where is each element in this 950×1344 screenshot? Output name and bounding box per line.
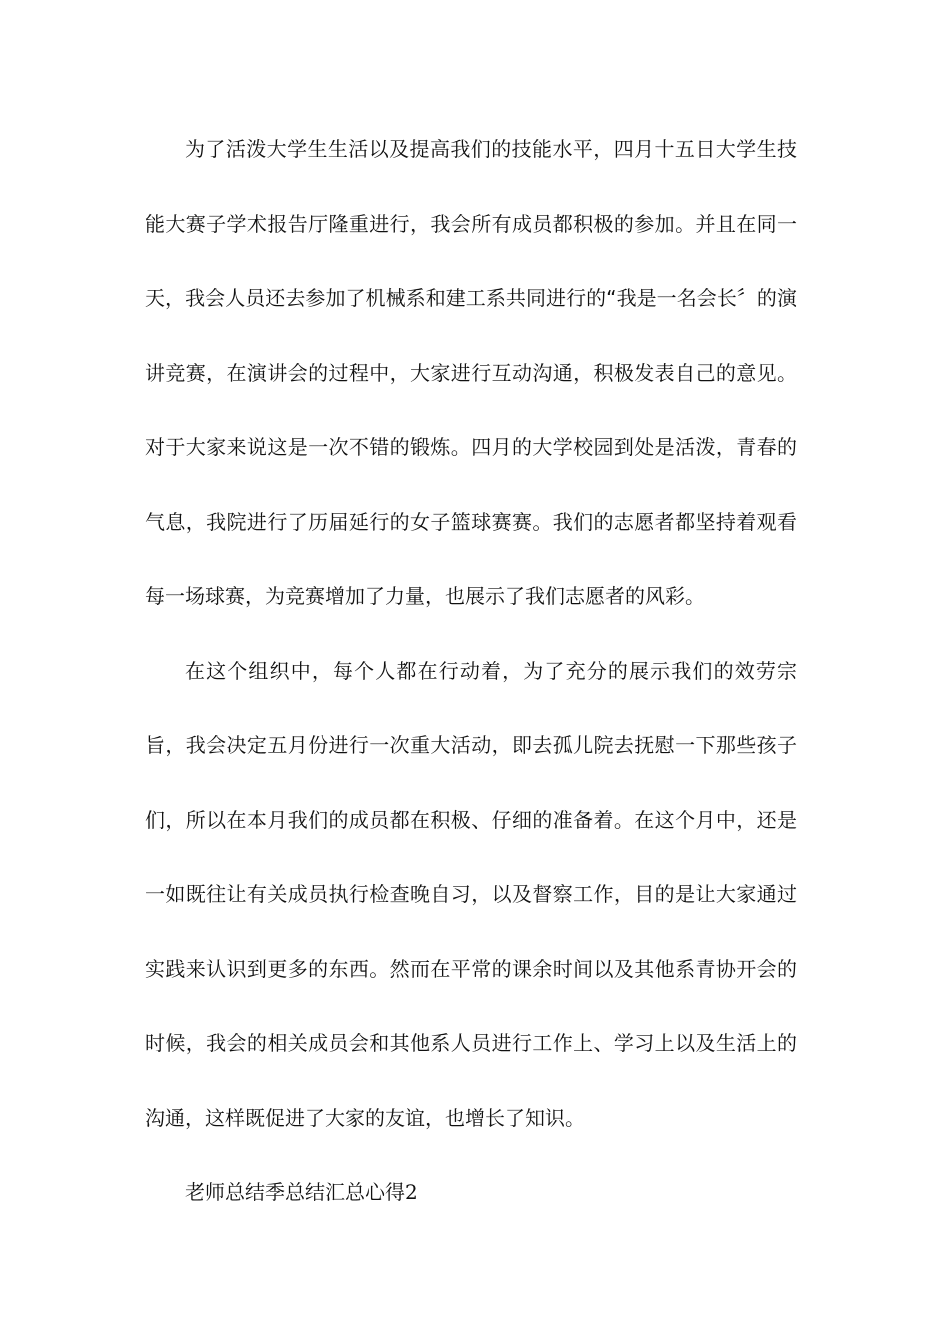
paragraph-2: 在这个组织中，每个人都在行动着，为了充分的展示我们的效劳宗旨，我会决定五月份进行一次重大活动，即去孤儿院去抚慰一下那些孩子们，所以在本月我们的成员都在积极、仔细的准备着。在这个月中，还是一如既往让有关成员执行检查晚自习，以及督察工作，目的是让大家通过实践来认识到更多的东西。然而在平常的课余时间以及其他系青协开会的时候，我会的相关成员会和其他系人员进行工作上、学习上以及生活上的沟通，这样既促进了大家的友谊，也增长了知识。: [145, 658, 797, 1130]
document-body: [145, 112, 797, 1230]
section-heading: 老师总结季总结汇总心得2: [185, 1180, 418, 1204]
paragraph-1: 为了活泼大学生生活以及提高我们的技能水平，四月十五日大学生技能大赛子学术报告厅隆重进行，我会所有成员都积极的参加。并且在同一天，我会人员还去参加了机械系和建工系共同进行的“我是一名会长〞的演讲竞赛，在演讲会的过程中，大家进行互动沟通，积极发表自己的意见。对于大家来说这是一次不错的锻炼。四月的大学校园到处是活泼，青春的气息，我院进行了历届延行的女子篮球赛赛。我们的志愿者都坚持着观看每一场球赛，为竞赛增加了力量，也展示了我们志愿者的风彩。: [145, 137, 797, 608]
